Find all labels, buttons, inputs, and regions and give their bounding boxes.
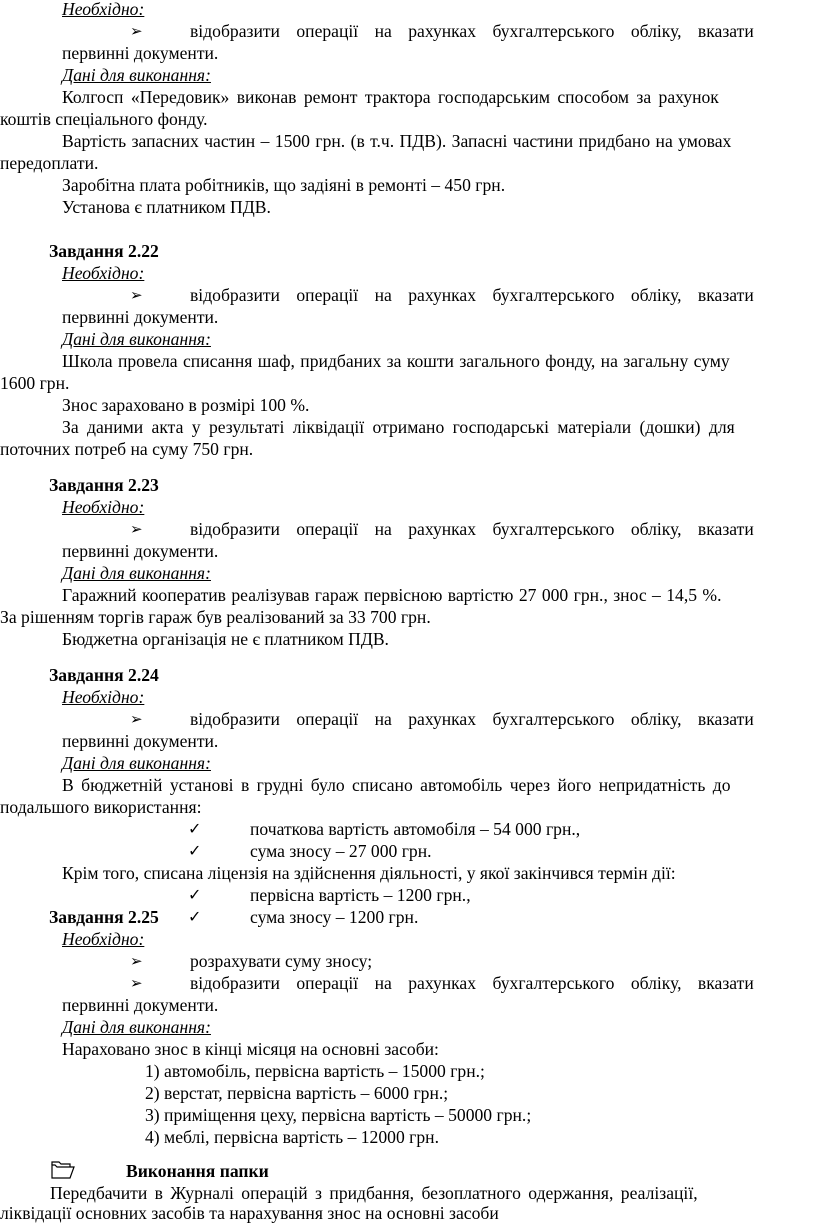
required-label: Необхідно:: [62, 929, 145, 949]
data-label: Дані для виконання:: [62, 329, 211, 349]
documents-line: первинні документи.: [62, 995, 219, 1015]
arrow-bullet-icon: ➢: [130, 286, 143, 304]
t25-p1: Нараховано знос в кінці місяця на основні засоби:: [62, 1039, 439, 1059]
folder-icon: [50, 1160, 76, 1180]
checkmark-icon: ✓: [188, 907, 202, 926]
checkmark-icon: ✓: [188, 841, 202, 860]
t24-p1a: В бюджетній установі в грудні було списано автомобіль через його непридатність до: [62, 775, 731, 795]
required-label: Необхідно:: [62, 263, 145, 283]
t21-p1b: коштів спеціального фонду.: [0, 109, 208, 129]
arrow-bullet-icon: ➢: [130, 974, 143, 992]
arrow-bullet-icon: ➢: [130, 952, 143, 970]
documents-line: первинні документи.: [62, 307, 219, 327]
t22-p1b: 1600 грн.: [0, 373, 70, 393]
operations-text: відобразити операції на рахунках бухгалтерського обліку, вказати: [190, 709, 754, 729]
documents-line: первинні документи.: [62, 541, 219, 561]
data-label: Дані для виконання:: [62, 563, 211, 583]
task-2-23-title: Завдання 2.23: [49, 475, 159, 495]
t25-item-1: 1) автомобіль, первісна вартість – 15000 грн.;: [145, 1061, 485, 1081]
folder-line-1: Передбачити в Журналі операцій з придбання, безоплатного одержання, реалізації,: [50, 1183, 698, 1203]
t25-item-2: 2) верстат, первісна вартість – 6000 грн.;: [145, 1083, 449, 1103]
t21-p2a: Вартість запасних частин – 1500 грн. (в т.ч. ПДВ). Запасні частини придбано на умовах: [62, 131, 732, 151]
arrow-bullet-icon: ➢: [130, 710, 143, 728]
required-label: Необхідно:: [62, 497, 145, 517]
t23-p1b: За рішенням торгів гараж був реалізований за 33 700 грн.: [0, 607, 431, 627]
t23-p1a: Гаражний кооператив реалізував гараж первісною вартістю 27 000 грн., знос – 14,5 %.: [62, 585, 722, 605]
t21-p3: Заробітна плата робітників, що задіяні в ремонті – 450 грн.: [62, 175, 506, 195]
documents-line: первинні документи.: [62, 731, 219, 751]
t21-p1a: Колгосп «Передовик» виконав ремонт трактора господарським способом за рахунок: [62, 87, 719, 107]
t23-p2: Бюджетна організація не є платником ПДВ.: [62, 629, 389, 649]
task-2-24-title: Завдання 2.24: [49, 665, 159, 685]
t21-p4: Установа є платником ПДВ.: [62, 197, 271, 217]
operations-line: [190, 20, 816, 42]
documents-line: первинні документи.: [62, 43, 219, 63]
t24-p1b: подальшого використання:: [0, 797, 202, 817]
data-label: Дані для виконання:: [62, 65, 211, 85]
t24-c4: сума зносу – 1200 грн.: [250, 907, 419, 927]
t21-p2b: передоплати.: [0, 153, 99, 173]
arrow-bullet-icon: ➢: [130, 22, 143, 40]
t22-p1a: Школа провела списання шаф, придбаних за кошти загального фонду, на загальну суму: [62, 351, 730, 371]
t25-r1: розрахувати суму зносу;: [190, 951, 373, 971]
arrow-bullet-icon: ➢: [130, 520, 143, 538]
required-label: Необхідно:: [62, 687, 145, 707]
t24-c1: початкова вартість автомобіля – 54 000 грн.,: [250, 819, 581, 839]
t25-item-3: 3) приміщення цеху, первісна вартість – 50000 грн.;: [145, 1105, 532, 1125]
folder-title: Виконання папки: [126, 1161, 269, 1181]
t22-p2: Знос зараховано в розмірі 100 %.: [62, 395, 310, 415]
operations-text: відобразити операції на рахунках бухгалтерського обліку, вказати: [190, 21, 754, 41]
t24-c3: первісна вартість – 1200 грн.,: [250, 885, 471, 905]
task-2-22-title: Завдання 2.22: [49, 241, 159, 261]
t25-item-4: 4) меблі, первісна вартість – 12000 грн.: [145, 1127, 439, 1147]
t24-p2: Крім того, списана ліцензія на здійснення діяльності, у якої закінчився термін дії:: [62, 863, 676, 883]
operations-text: відобразити операції на рахунках бухгалтерського обліку, вказати: [190, 285, 754, 305]
t24-c2: сума зносу – 27 000 грн.: [250, 841, 432, 861]
operations-text: відобразити операції на рахунках бухгалтерського обліку, вказати: [190, 973, 754, 993]
t22-p3a: За даними акта у результаті ліквідації отримано господарські матеріали (дошки) для: [62, 417, 735, 437]
data-label: Дані для виконання:: [62, 753, 211, 773]
data-label: Дані для виконання:: [62, 1017, 211, 1037]
t22-p3b: поточних потреб на суму 750 грн.: [0, 439, 254, 459]
task-2-25-title: Завдання 2.25: [49, 907, 159, 927]
required-label: Необхідно:: [62, 0, 145, 19]
checkmark-icon: ✓: [188, 819, 202, 838]
operations-text: відобразити операції на рахунках бухгалтерського обліку, вказати: [190, 519, 754, 539]
folder-line-2: ліквідації основних засобів та нарахування знос на основні засоби: [0, 1203, 499, 1223]
checkmark-icon: ✓: [188, 885, 202, 904]
